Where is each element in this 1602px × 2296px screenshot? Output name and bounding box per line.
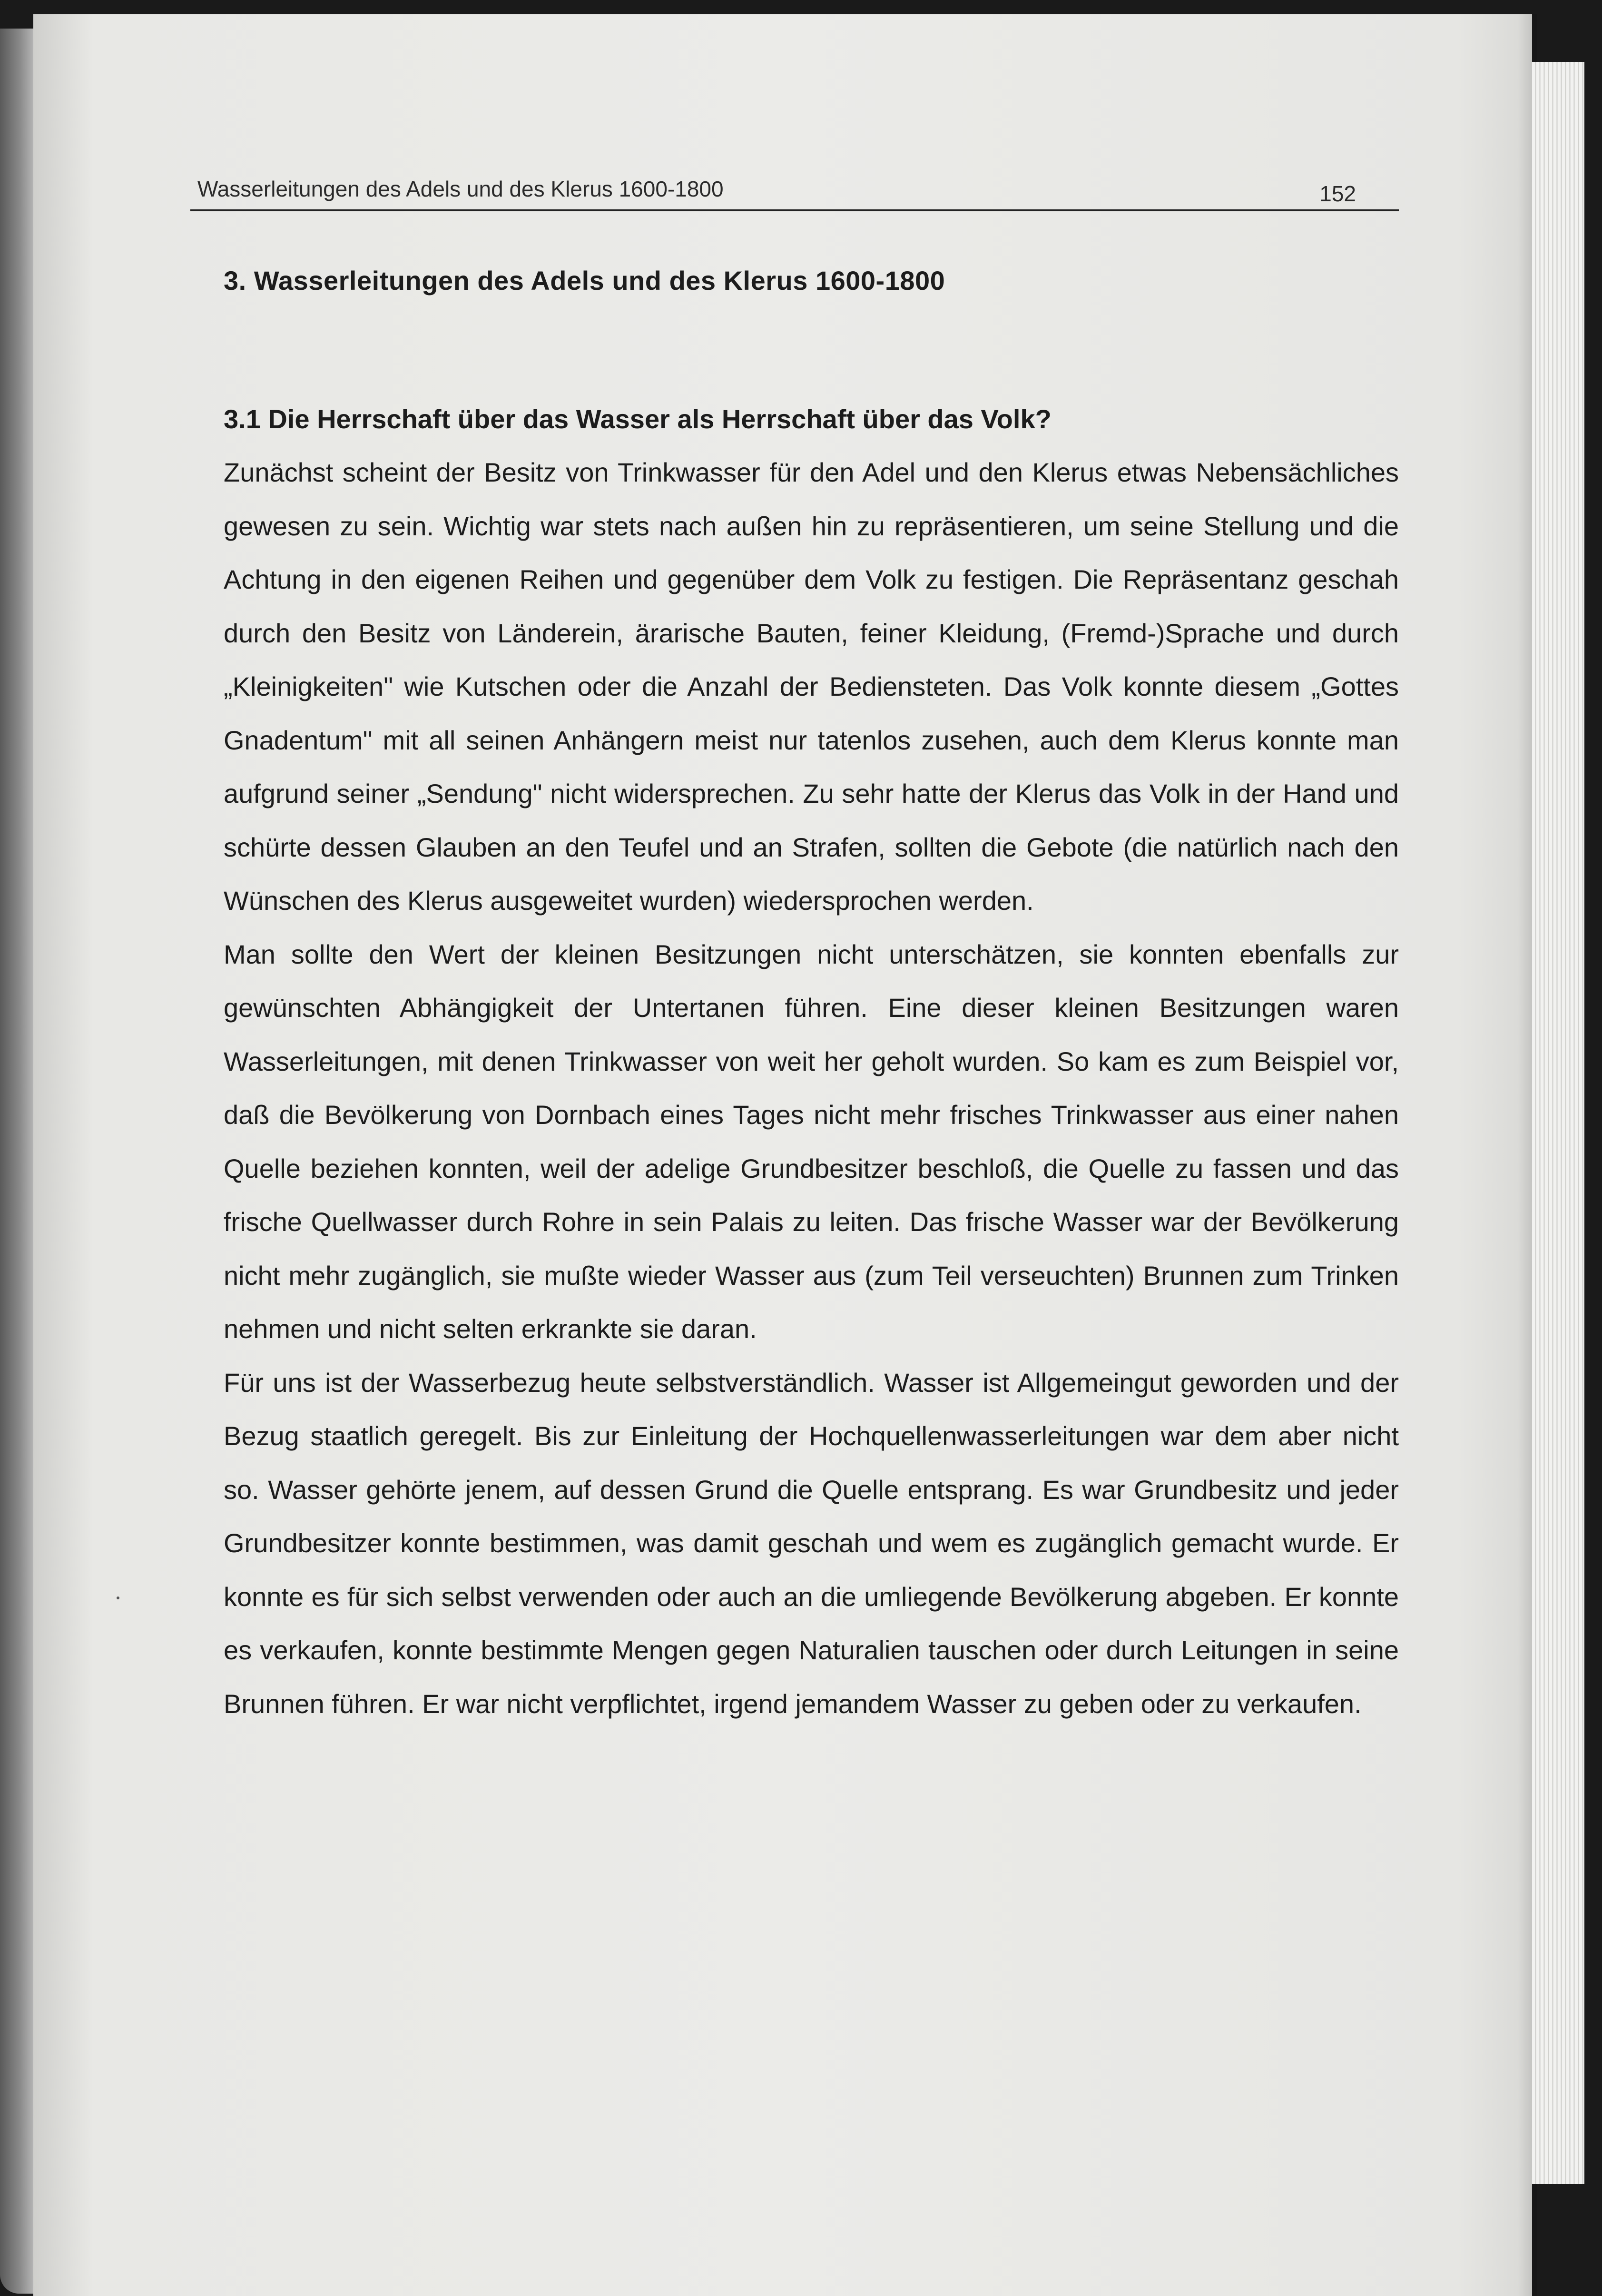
page-content [224, 262, 1399, 1731]
page-stack-edges [1532, 62, 1584, 2184]
running-header-title: Wasserleitungen des Adels und des Klerus 1600-1800 [197, 177, 724, 201]
book-page [33, 14, 1532, 2296]
book-spine-left [0, 29, 33, 2294]
running-header [190, 171, 1399, 211]
paragraph: Zunächst scheint der Besitz von Trinkwasser für den Adel und den Klerus etwas Nebensächliches gewesen zu sein. Wichtig war stets nach außen hin zu repräsentieren, um seine Stellung und die Achtung in den eigenen Reihen und gegenüber dem Volk zu festigen. Die Repräsentanz geschah durch den Besitz von Länderein, ärarische Bauten, feiner Kleidung, (Fremd-)Sprache und durch „Kleinigkeiten" wie Kutschen oder die Anzahl der Bediensteten. Das Volk konnte diesem „Gottes Gnadentum" mit all seinen Anhängern meist nur tatenlos zusehen, auch dem Klerus konnte man aufgrund seiner „Sendung" nicht widersprechen. Zu sehr hatte der Klerus das Volk in der Hand und schürte dessen Glauben an den Teufel und an Strafen, sollten die Gebote (die natürlich nach den Wünschen des Klerus ausgeweitet wurden) wiedersprochen werden. [224, 457, 1399, 916]
margin-speck [117, 1596, 119, 1599]
paragraph: Man sollte den Wert der kleinen Besitzungen nicht unterschätzen, sie konnten ebenfalls zur gewünschten Abhängigkeit der Untertanen führen. Eine dieser kleinen Besitzungen waren Wasserleitungen, mit denen Trinkwasser von weit her geholt wurden. So kam es zum Beispiel vor, daß die Bevölkerung von Dornbach eines Tages nicht mehr frisches Trinkwasser aus einer nahen Quelle beziehen konnten, weil der adelige Grundbesitzer beschloß, die Quelle zu fassen und das frische Quellwasser durch Rohre in sein Palais zu leiten. Das frische Wasser war der Bevölkerung nicht mehr zugänglich, sie mußte wieder Wasser aus (zum Teil verseuchten) Brunnen zum Trinken nehmen und nicht selten erkrankte sie daran. [224, 939, 1399, 1344]
section-heading: 3.1 Die Herrschaft über das Wasser als Herrschaft über das Volk? [224, 404, 1052, 434]
paragraph: Für uns ist der Wasserbezug heute selbstverständlich. Wasser ist Allgemeingut geworden und der Bezug staatlich geregelt. Bis zur Einleitung der Hochquellenwasserleitungen war dem aber nicht so. Wasser gehörte jenem, auf dessen Grund die Quelle entsprang. Es war Grundbesitz und jeder Grundbesitzer konnte bestimmen, was damit geschah und wem es zugänglich gemacht wurde. Er konnte es für sich selbst verwenden oder auch an die umliegende Bevölkerung abgeben. Er konnte es verkaufen, konnte bestimmte Mengen gegen Naturalien tauschen oder durch Leitungen in seine Brunnen führen. Er war nicht verpflichtet, irgend jemandem Wasser zu geben oder zu verkaufen. [224, 1367, 1399, 1719]
page-number: 152 [1319, 181, 1356, 206]
chapter-heading: 3. Wasserleitungen des Adels und des Klerus 1600-1800 [224, 266, 945, 296]
